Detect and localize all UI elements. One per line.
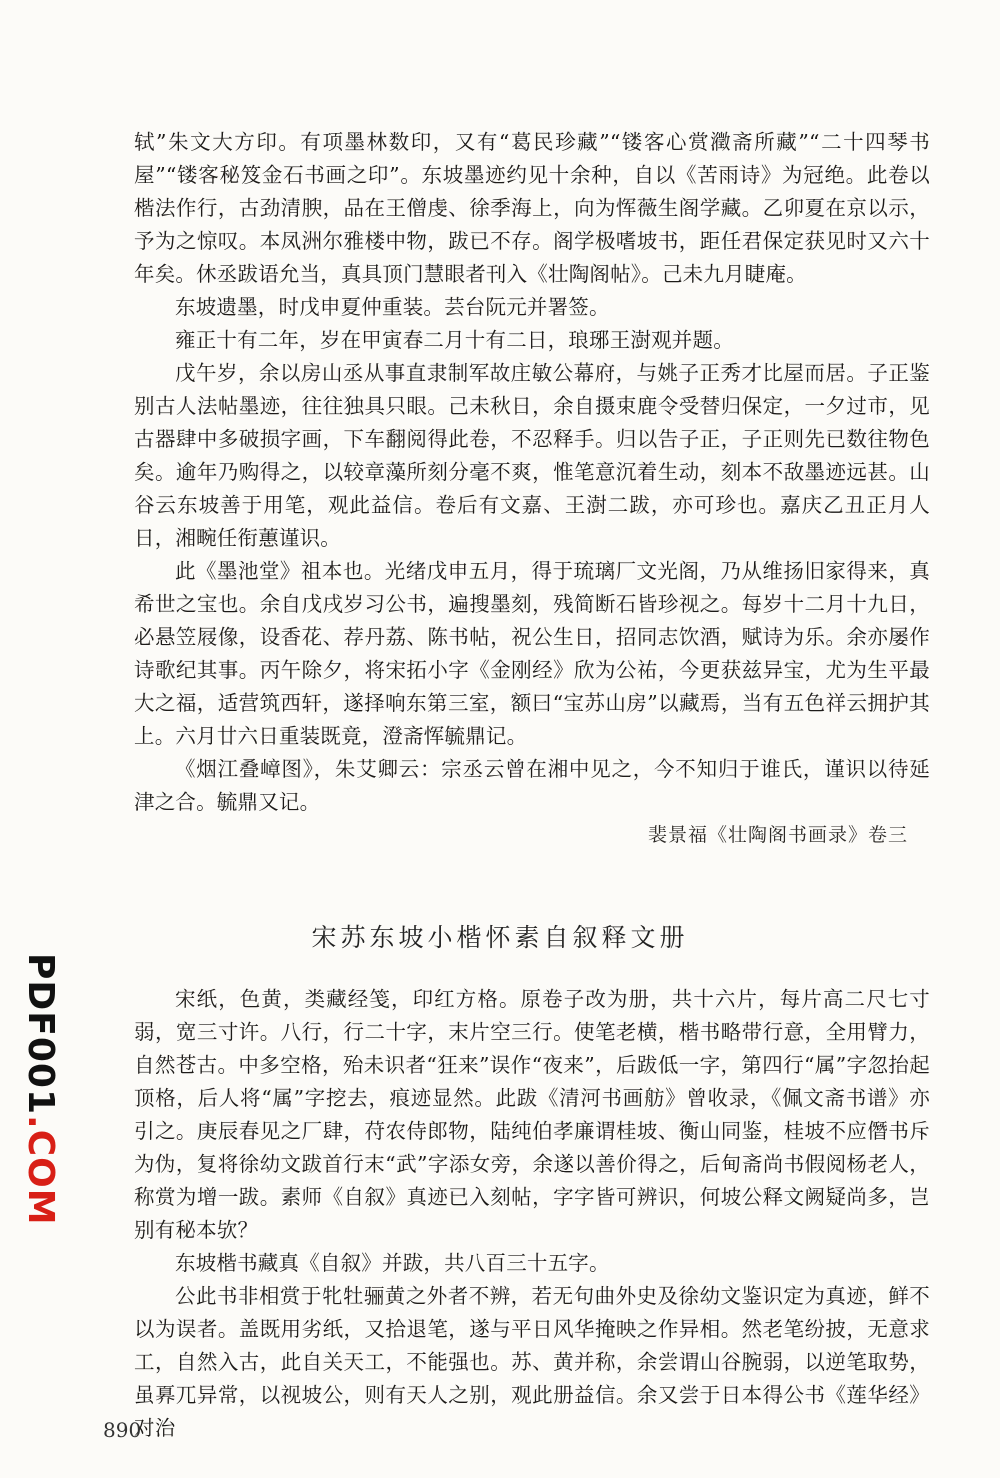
paragraph: 公此书非相赏于牝牡骊黄之外者不辨，若无句曲外史及徐幼文鉴识定为真迹，鲜不以为误者。盖既用劣纸，又拾退笔，遂与平日风华掩映之作异相。然老笔纷披，无意求工，自然入古，此自关天工，不能强也。苏、黄并称，余尝谓山谷腕弱，以逆笔取势，虽奡兀异常，以视坡公，则有天人之别，观此册益信。余又尝于日本得公书《莲华经》对治 (134, 1284, 930, 1440)
top-text-block (134, 126, 930, 819)
watermark-text-black: PDF001 (20, 953, 61, 1116)
paragraph: 此《墨池堂》祖本也。光绪戊申五月，得于琉璃厂文光阁，乃从维扬旧家得来，真希世之宝也。余自戊戌岁习公书，遍搜墨刻，残简断石皆珍视之。每岁十二月十九日，必悬笠屐像，设香花、荐丹荔、陈书帖，祝公生日，招同志饮酒，赋诗为乐。余亦屡作诗歌纪其事。丙午除夕，将宋拓小字《金刚经》欣为公祐，今更获兹异宝，尤为生平最大之福，适营筑西轩，遂择响东第三室，额曰“宝苏山房”以藏焉，当有五色祥云拥护其上。六月廿六日重装既竟，澄斋恽毓鼎记。 (134, 559, 930, 748)
source-citation: 裴景福《壮陶阁书画录》卷三 (647, 824, 908, 846)
page-number: 890 (103, 1418, 142, 1442)
watermark-text-red: .COM (20, 1115, 61, 1226)
paragraph: 戊午岁，余以房山丞从事直隶制军故庄敏公幕府，与姚子正秀才比屋而居。子正鉴别古人法帖墨迹，往往独具只眼。己未秋日，余自摄束鹿令受替归保定，一夕过市，见古器肆中多破损字画，下车翻阅得此卷，不忍释手。归以告子正，子正则先已数往物色矣。逾年乃购得之，以较章藻所刻分毫不爽，惟笔意沉着生动，刻本不敌墨迹远甚。山谷云东坡善于用笔，观此益信。卷后有文嘉、王澍二跋，亦可珍也。嘉庆乙丑正月人日，湘畹任衔蕙谨识。 (134, 361, 930, 550)
bottom-text-block (134, 983, 930, 1445)
paragraph: 《烟江叠嶂图》，朱艾卿云：宗丞云曾在湘中见之，今不知归于谁氏，谨识以待延津之合。毓鼎又记。 (134, 757, 930, 814)
paragraph: 宋纸，色黄，类藏经笺，印红方格。原卷子改为册，共十六片，每片高二尺七寸弱，宽三寸许。八行，行二十字，末片空三行。使笔老横，楷书略带行意，全用臂力，自然苍古。中多空格，殆未识者“狂来”误作“夜来”，后跋低一字，第四行“属”字忽抬起顶格，后人将“属”字挖去，痕迹显然。此跋《清河书画舫》曾收录，《佩文斋书谱》亦引之。庚辰春见之厂肆，苻农侍郎物，陆纯伯孝廉谓桂坡、衡山同鉴，桂坡不应僭书斥为伪，复将徐幼文跋首行末“武”字添女旁，余遂以善价得之，后甸斋尚书假阅杨老人，称赏为增一跋。素师《自叙》真迹已入刻帖，字字皆可辨识，何坡公释文阙疑尚多，岂别有秘本欤？ (134, 987, 930, 1242)
paragraph: 东坡遗墨，时戊申夏仲重装。芸台阮元并署签。 (175, 295, 610, 319)
paragraph-continued: 轼”朱文大方印。有项墨林数印，又有“葛民珍藏”“镂客心赏瀓斋所藏”“二十四琴书屋”“镂客秘笈金石书画之印”。东坡墨迹约见十余种，自以《苦雨诗》为冠绝。此卷以楷法作行，古劲清腴，品在王僧虔、徐季海上，向为恽薇生阁学藏。乙卯夏在京以示，予为之惊叹。本凤洲尔雅楼中物，跋已不存。阁学极嗜坡书，距任君保定获见时又六十年矣。休丞跋语允当，真具顶门慧眼者刊入《壮陶阁帖》。己未九月睫庵。 (134, 130, 930, 286)
section-title: 宋苏东坡小楷怀素自叙释文册 (311, 923, 689, 952)
watermark (5, 953, 61, 1226)
paragraph: 雍正十有二年，岁在甲寅春二月十有二日，琅琊王澍观并题。 (175, 328, 734, 352)
paragraph: 东坡楷书藏真《自叙》并跋，共八百三十五字。 (175, 1251, 610, 1275)
